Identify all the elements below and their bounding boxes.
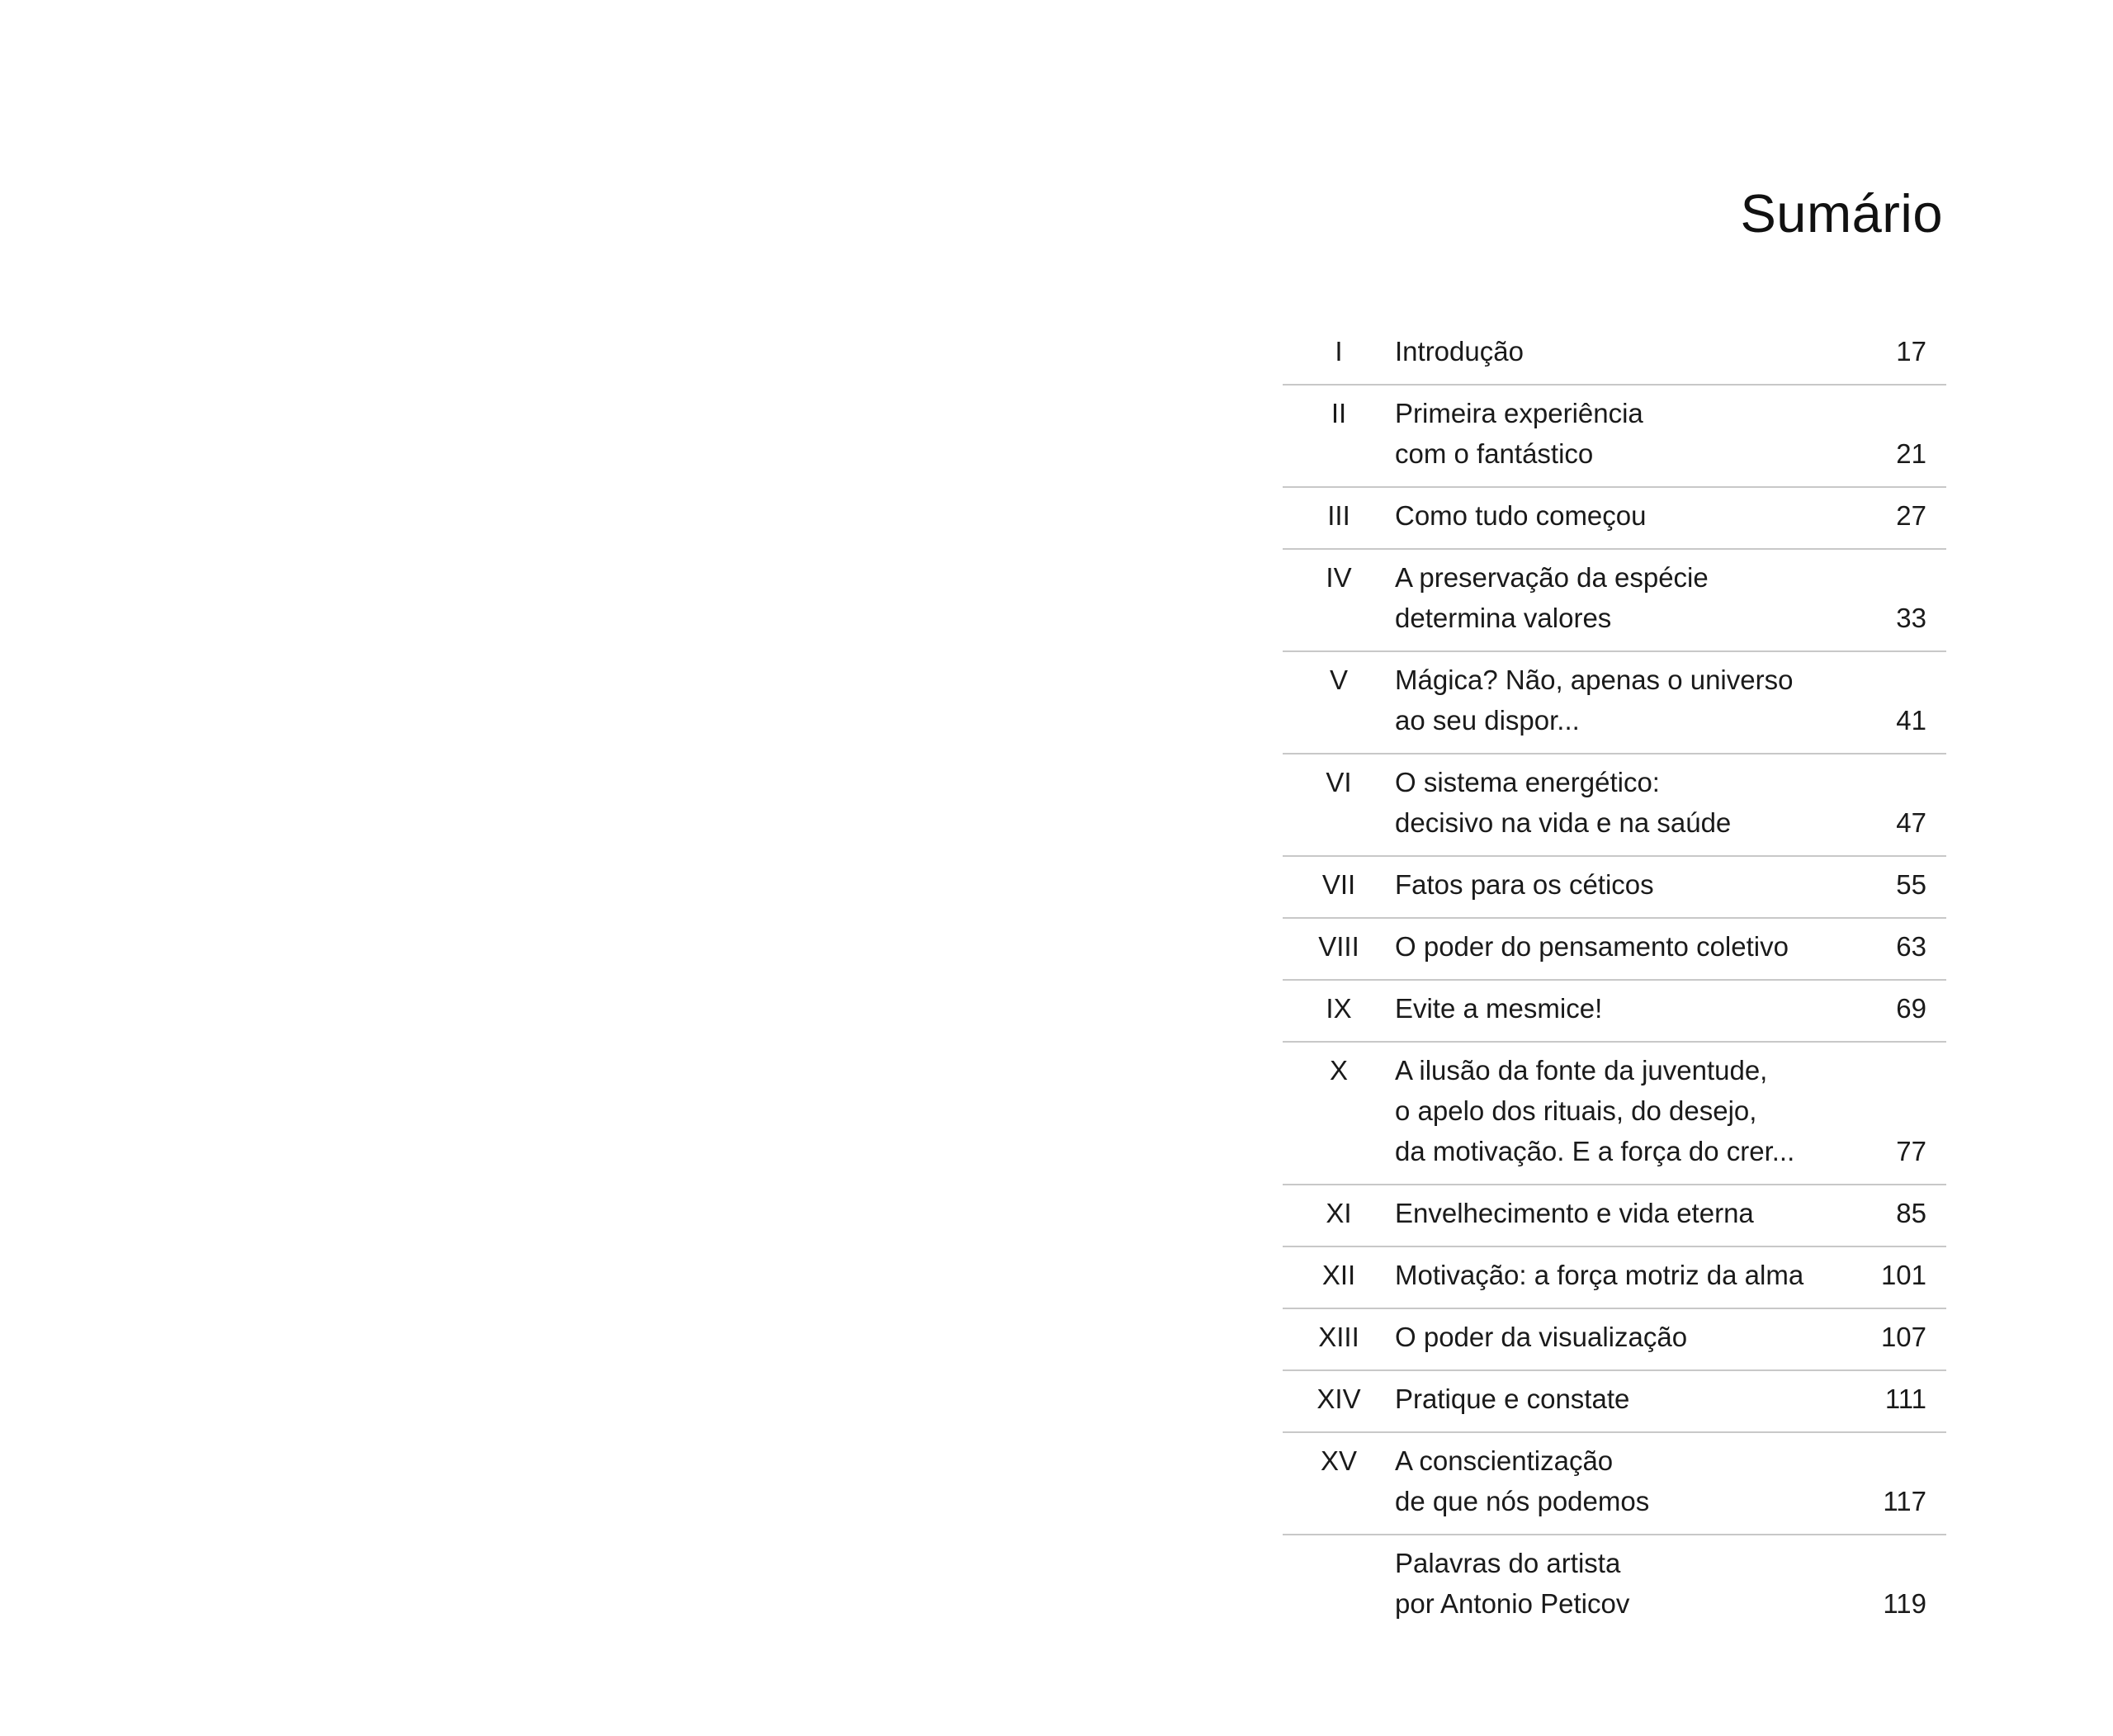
toc-chapter-numeral: XI — [1326, 1198, 1352, 1228]
toc-page-number: 27 — [1896, 500, 1926, 531]
toc-page-number: 21 — [1896, 438, 1926, 469]
toc-chapter-numeral: X — [1329, 1055, 1348, 1086]
toc-chapter-title: Mágica? Não, apenas o universo ao seu dispor... — [1395, 665, 1794, 736]
toc-entry — [1283, 1043, 1946, 1185]
toc-page-number: 111 — [1884, 1384, 1926, 1414]
toc-chapter-title: A conscientização de que nós podemos — [1395, 1445, 1650, 1516]
toc-chapter-title: Primeira experiência com o fantástico — [1395, 398, 1643, 469]
toc-chapter-numeral: VII — [1321, 869, 1356, 900]
toc-page-number: 63 — [1896, 931, 1926, 962]
toc-page-number: 47 — [1896, 807, 1926, 838]
toc-chapter-numeral: XV — [1320, 1445, 1358, 1476]
toc-chapter-title: A ilusão da fonte da juventude, o apelo dos rituais, do desejo, da motivação. E a força do crer... — [1395, 1055, 1795, 1166]
toc-page-number: 107 — [1880, 1322, 1926, 1352]
toc-chapter-numeral: III — [1327, 500, 1350, 531]
toc-entry — [1283, 386, 1946, 488]
toc-entry — [1283, 857, 1946, 919]
toc-chapter-title: Palavras do artista por Antonio Peticov — [1395, 1548, 1630, 1619]
toc-page-number: 117 — [1883, 1486, 1926, 1516]
toc-entry — [1283, 324, 1946, 386]
toc-page-number: 17 — [1896, 336, 1926, 367]
toc-page-number: 33 — [1896, 603, 1926, 633]
toc-page-number: 119 — [1883, 1588, 1926, 1619]
toc-entry — [1283, 1371, 1946, 1433]
toc-entry — [1283, 981, 1946, 1043]
toc-entry — [1283, 919, 1946, 981]
toc-chapter-title: Evite a mesmice! — [1395, 993, 1603, 1024]
toc-page-number: 101 — [1880, 1260, 1926, 1290]
toc-entry — [1283, 652, 1946, 754]
toc-page-number: 77 — [1896, 1136, 1926, 1166]
toc-chapter-title: Introdução — [1395, 336, 1524, 367]
toc-entry — [1283, 1535, 1946, 1636]
toc-chapter-numeral: II — [1331, 398, 1347, 428]
toc-entry — [1283, 1433, 1946, 1535]
page-title: Sumário — [1740, 183, 1943, 244]
toc-page-number: 69 — [1896, 993, 1926, 1024]
toc-chapter-title: Fatos para os céticos — [1395, 869, 1654, 900]
toc-entry — [1283, 1309, 1946, 1371]
toc-chapter-numeral: XIV — [1316, 1384, 1361, 1414]
toc-chapter-numeral: V — [1329, 665, 1348, 695]
toc-chapter-numeral: I — [1335, 336, 1343, 367]
toc-chapter-numeral: IX — [1326, 993, 1352, 1024]
toc-entry — [1283, 754, 1946, 857]
toc-entry — [1283, 550, 1946, 652]
toc-chapter-title: O sistema energético: decisivo na vida e na saúde — [1395, 767, 1732, 838]
toc-page-number: 41 — [1896, 705, 1926, 736]
toc-chapter-title: A preservação da espécie determina valores — [1395, 562, 1709, 633]
toc-page-number: 85 — [1896, 1198, 1926, 1228]
toc-chapter-title: O poder do pensamento coletivo — [1395, 931, 1789, 962]
toc-chapter-numeral: XII — [1321, 1260, 1356, 1290]
toc-entry — [1283, 488, 1946, 550]
toc-chapter-title: Envelhecimento e vida eterna — [1395, 1198, 1754, 1228]
table-of-contents — [1283, 324, 1946, 1636]
toc-chapter-numeral: VIII — [1318, 931, 1359, 962]
toc-chapter-title: Motivação: a força motriz da alma — [1395, 1260, 1804, 1290]
toc-chapter-title: Pratique e constate — [1395, 1384, 1630, 1414]
toc-entry — [1283, 1185, 1946, 1247]
toc-page-number: 55 — [1896, 869, 1926, 900]
toc-chapter-numeral: XIII — [1318, 1322, 1359, 1352]
toc-chapter-numeral: VI — [1326, 767, 1352, 797]
toc-chapter-title: Como tudo começou — [1395, 500, 1647, 531]
toc-entry — [1283, 1247, 1946, 1309]
toc-chapter-title: O poder da visualização — [1395, 1322, 1688, 1352]
toc-chapter-numeral: IV — [1326, 562, 1352, 593]
